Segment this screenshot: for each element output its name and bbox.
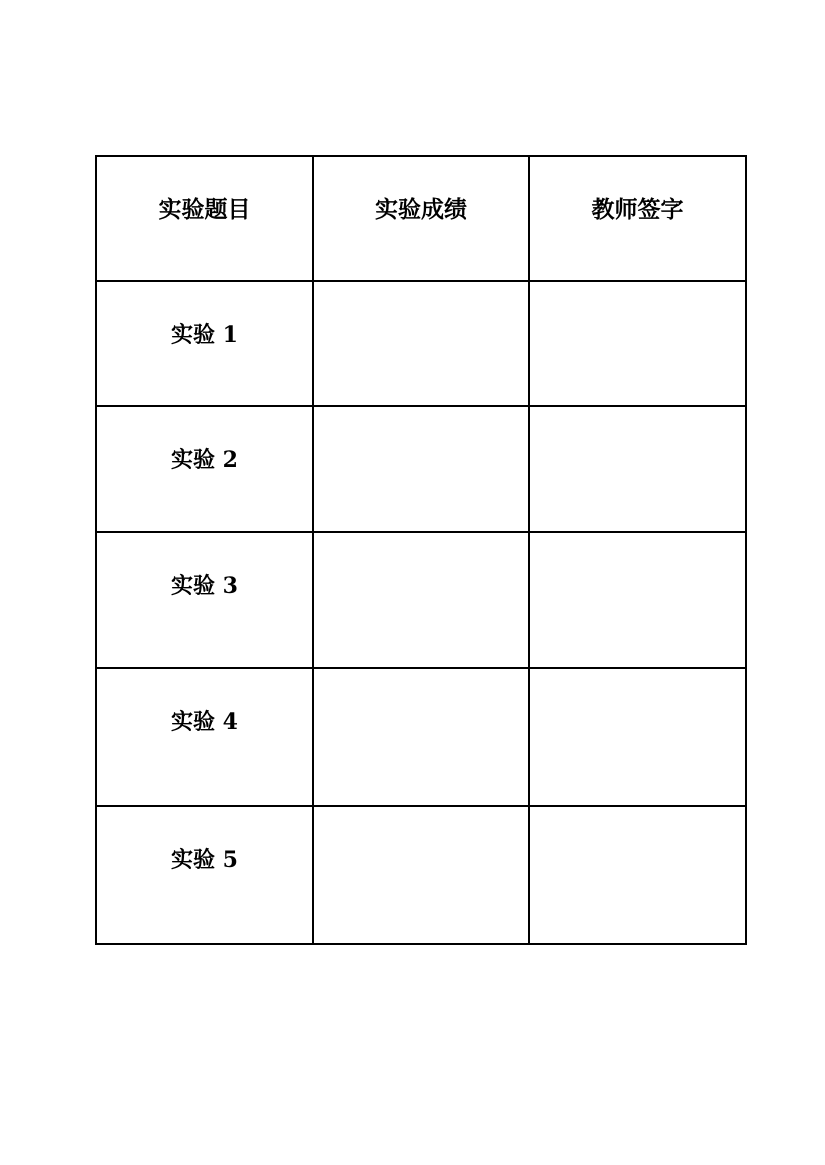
header-teacher-signature-text: 教师签字 bbox=[591, 197, 684, 223]
experiment-title-cell bbox=[96, 532, 313, 668]
score-value bbox=[314, 533, 528, 573]
header-experiment-title bbox=[96, 156, 313, 281]
experiment-title-cell bbox=[96, 406, 313, 532]
experiment-title: 实验 3 bbox=[171, 573, 238, 599]
score-value bbox=[314, 407, 528, 447]
score-value bbox=[314, 669, 528, 709]
header-experiment-score bbox=[313, 156, 529, 281]
experiment-title: 实验 4 bbox=[171, 709, 238, 735]
experiment-score-table bbox=[95, 155, 747, 945]
table-row bbox=[96, 532, 746, 668]
score-value bbox=[314, 807, 528, 847]
score-cell[interactable] bbox=[313, 532, 529, 668]
header-teacher-signature bbox=[529, 156, 746, 281]
signature-value bbox=[530, 407, 745, 447]
score-cell[interactable] bbox=[313, 281, 529, 406]
score-cell[interactable] bbox=[313, 406, 529, 532]
score-cell[interactable] bbox=[313, 806, 529, 944]
experiment-title: 实验 5 bbox=[171, 847, 238, 873]
signature-cell[interactable] bbox=[529, 806, 746, 944]
header-experiment-title-text: 实验题目 bbox=[158, 197, 251, 223]
table-row bbox=[96, 406, 746, 532]
table-row bbox=[96, 668, 746, 806]
score-value bbox=[314, 282, 528, 322]
signature-cell[interactable] bbox=[529, 668, 746, 806]
experiment-title: 实验 2 bbox=[171, 447, 238, 473]
score-cell[interactable] bbox=[313, 668, 529, 806]
header-experiment-score-text: 实验成绩 bbox=[375, 197, 467, 223]
table-row bbox=[96, 281, 746, 406]
table-row bbox=[96, 806, 746, 944]
experiment-title-cell bbox=[96, 668, 313, 806]
experiment-title: 实验 1 bbox=[171, 322, 238, 348]
signature-value bbox=[530, 282, 745, 322]
signature-value bbox=[530, 533, 745, 573]
header-row bbox=[96, 156, 746, 281]
signature-cell[interactable] bbox=[529, 281, 746, 406]
signature-cell[interactable] bbox=[529, 532, 746, 668]
signature-value bbox=[530, 807, 745, 847]
signature-cell[interactable] bbox=[529, 406, 746, 532]
experiment-title-cell bbox=[96, 806, 313, 944]
signature-value bbox=[530, 669, 745, 709]
experiment-title-cell bbox=[96, 281, 313, 406]
